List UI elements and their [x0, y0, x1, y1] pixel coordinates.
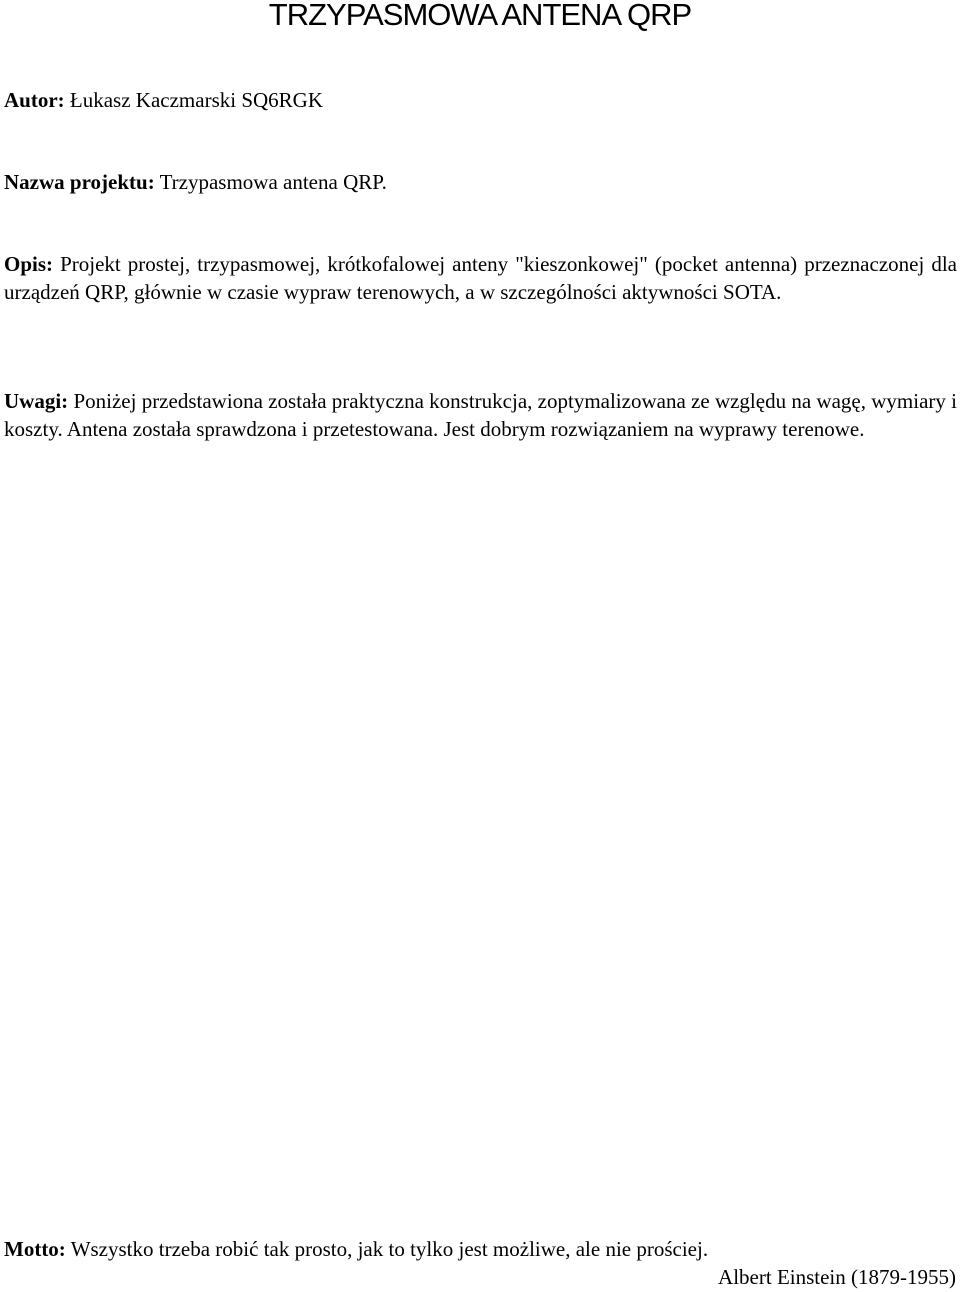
description-paragraph [4, 251, 957, 306]
project-name-line [4, 169, 957, 197]
description-label: Opis: [4, 252, 54, 276]
project-label: Nazwa projektu: [4, 170, 155, 194]
motto-line [4, 1236, 957, 1264]
author-label: Autor: [4, 88, 65, 112]
notes-paragraph [4, 388, 957, 443]
author-value: Łukasz Kaczmarski SQ6RGK [69, 88, 324, 112]
author-line [4, 87, 957, 115]
project-value: Trzypasmowa antena QRP. [159, 170, 387, 194]
document-title: TRZYPASMOWA ANTENA QRP [268, 0, 692, 32]
motto-attribution: Albert Einstein (1879-1955) [718, 1265, 956, 1289]
description-text: Projekt prostej, trzypasmowej, krótkofalowej anteny "kieszonkowej" (pocket antenna) przeznaczonej dla urządzeń QRP, głównie w czasie wypraw terenowych, a w szczególności aktywności SOTA. [4, 252, 958, 304]
notes-label: Uwagi: [4, 389, 69, 413]
notes-text: Poniżej przedstawiona została praktyczna konstrukcja, zoptymalizowana ze względu na wagę, wymiary i koszty. Antena została sprawdzona i przetestowana. Jest dobrym rozwiązaniem na wyprawy terenowe. [4, 389, 957, 441]
motto-text: Wszystko trzeba robić tak prosto, jak to tylko jest możliwe, ale nie prościej. [70, 1237, 709, 1261]
motto-label: Motto: [4, 1237, 66, 1261]
